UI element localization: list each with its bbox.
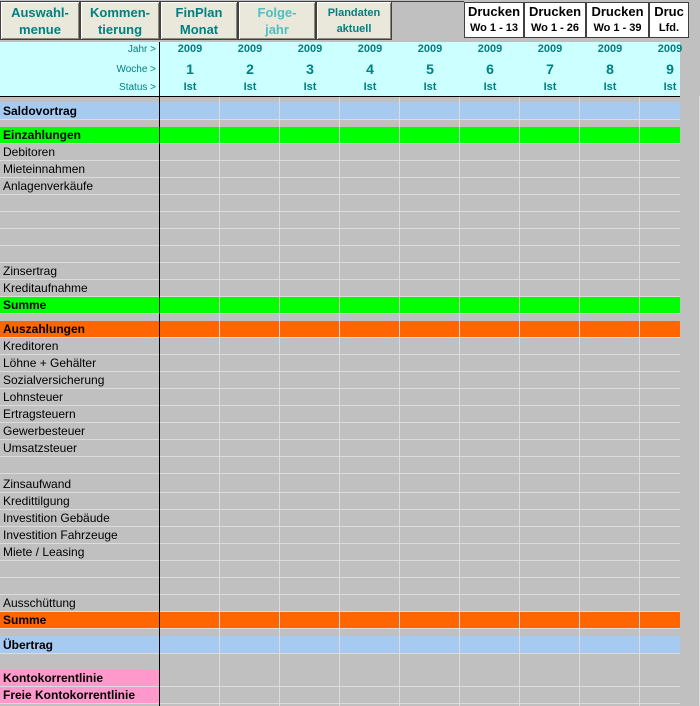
row-label: Debitoren	[3, 145, 56, 159]
grid-vline	[579, 96, 580, 706]
header-woche-col-9: 9	[666, 61, 674, 77]
table-row[interactable]	[0, 178, 680, 195]
grid-hline	[0, 492, 680, 493]
kommentierung-button-line1: Kommen-	[90, 4, 150, 20]
row-cells-fill	[160, 612, 680, 629]
table-row[interactable]	[0, 476, 680, 493]
grid-vline	[639, 96, 640, 706]
header-bottom-border	[0, 96, 680, 97]
row-label: Summe	[3, 613, 47, 627]
table-row[interactable]	[0, 280, 680, 297]
row-label: Summe	[3, 298, 47, 312]
header-status-col-1: Ist	[183, 81, 197, 93]
grid-hline	[0, 611, 680, 612]
table-row[interactable]	[0, 102, 680, 120]
table-row[interactable]	[0, 527, 680, 544]
auswahlmenue-button[interactable]	[0, 1, 80, 40]
grid-hline	[0, 577, 680, 578]
header-jahr-col-5: 2009	[417, 43, 443, 55]
header-woche-col-2: 2	[246, 61, 254, 77]
row-label: Einzahlungen	[3, 128, 81, 142]
table-row[interactable]	[0, 355, 680, 372]
table-row[interactable]	[0, 561, 680, 578]
grid-hline	[0, 354, 680, 355]
row-label: Zinsaufwand	[3, 477, 72, 491]
header-woche-col-4: 4	[366, 61, 374, 77]
table-row[interactable]	[0, 263, 680, 280]
grid-hline	[0, 211, 680, 212]
header-status-col-7: Ist	[543, 81, 557, 93]
table-row[interactable]	[0, 372, 680, 389]
row-label: Gewerbesteuer	[3, 424, 86, 438]
grid-hline	[0, 160, 680, 161]
grid-vline	[459, 96, 460, 706]
row-label: Kreditoren	[3, 339, 59, 353]
header-woche-col-1: 1	[186, 61, 194, 77]
kommentierung-button[interactable]	[80, 1, 160, 40]
table-row[interactable]	[0, 212, 680, 229]
finplan-monat-button[interactable]	[160, 1, 238, 40]
drucken-wo1-26-button[interactable]	[524, 2, 586, 38]
row-label: Miete / Leasing	[3, 545, 85, 559]
drucken-wo1-39-button[interactable]	[586, 2, 649, 38]
plandaten-aktuell-button-line2: aktuell	[336, 22, 372, 35]
folgejahr-button-line1: Folge-	[257, 4, 297, 20]
drucken-wo1-26-button-line2: Wo 1 - 26	[530, 22, 580, 34]
row-label: Zinsertrag	[3, 264, 58, 278]
grid-hline	[0, 594, 680, 595]
grid-hline	[0, 388, 680, 389]
grid-hline	[0, 245, 680, 246]
table-row[interactable]	[0, 161, 680, 178]
row-label: Kreditaufnahme	[3, 281, 88, 295]
status-label: Status >	[119, 82, 156, 93]
grid-hline	[0, 194, 680, 195]
row-label: Umsatzsteuer	[3, 441, 78, 455]
table-row[interactable]	[0, 195, 680, 212]
table-row[interactable]	[0, 127, 680, 144]
row-cells-fill	[160, 670, 680, 687]
row-label: Lohnsteuer	[3, 390, 64, 404]
header-status-col-9: Ist	[663, 81, 677, 93]
row-cells-fill	[160, 102, 680, 120]
finplan-monat-button-line2: Monat	[179, 21, 219, 37]
auswahlmenue-button-line2: menue	[19, 21, 61, 37]
grid-hline	[0, 119, 680, 120]
grid-hline	[0, 143, 680, 144]
grid-hline	[0, 628, 680, 629]
header-status-col-8: Ist	[603, 81, 617, 93]
grid-hline	[0, 439, 680, 440]
grid-hline	[0, 228, 680, 229]
grid-hline	[0, 473, 680, 474]
drucken-lfd-button[interactable]	[649, 2, 689, 38]
header-jahr-col-3: 2009	[297, 43, 323, 55]
header-status-col-3: Ist	[303, 81, 317, 93]
drucken-wo1-13-button-line1: Drucken	[467, 4, 521, 19]
grid-hline	[0, 296, 680, 297]
grid-hline	[0, 313, 680, 314]
grid-vline	[339, 96, 340, 706]
header-jahr-col-2: 2009	[237, 43, 263, 55]
header-jahr-col-1: 2009	[177, 43, 203, 55]
kommentierung-button-line2: tierung	[97, 21, 143, 37]
table-row[interactable]	[0, 493, 680, 510]
drucken-wo1-39-button-line1: Drucken	[591, 4, 644, 19]
grid-vline	[399, 96, 400, 706]
header-jahr-col-4: 2009	[357, 43, 383, 55]
table-row[interactable]	[0, 636, 680, 654]
header-jahr-col-8: 2009	[597, 43, 623, 55]
header-woche-col-8: 8	[606, 61, 614, 77]
table-row[interactable]	[0, 406, 680, 423]
grid-hline	[0, 543, 680, 544]
header-status-col-2: Ist	[243, 81, 257, 93]
table-row[interactable]	[0, 229, 680, 246]
plandaten-aktuell-button[interactable]	[316, 1, 392, 40]
table-row[interactable]	[0, 297, 680, 314]
grid-hline	[0, 262, 680, 263]
row-label: Kredittilgung	[3, 494, 70, 508]
table-row[interactable]	[0, 457, 680, 474]
header-status-col-6: Ist	[483, 81, 497, 93]
drucken-wo1-13-button[interactable]	[464, 2, 524, 38]
header-woche-col-6: 6	[486, 61, 494, 77]
folgejahr-button[interactable]	[238, 1, 316, 40]
drucken-wo1-26-button-line1: Drucken	[528, 4, 582, 19]
row-cells-fill	[160, 127, 680, 144]
table-row[interactable]	[0, 389, 680, 406]
plandaten-aktuell-button-line1: Plandaten	[327, 6, 381, 19]
row-label: Mieteinnahmen	[3, 162, 86, 176]
grid-hline	[0, 653, 680, 654]
row-label: Saldovortrag	[3, 104, 78, 118]
row-label: Anlagenverkäufe	[3, 179, 94, 193]
grid-hline	[0, 371, 680, 372]
toolbar-gap	[392, 1, 464, 40]
header-status-col-5: Ist	[423, 81, 437, 93]
header-jahr-col-6: 2009	[477, 43, 503, 55]
woche-label: Woche >	[116, 64, 156, 75]
row-label: Löhne + Gehälter	[3, 356, 97, 370]
header-jahr-col-7: 2009	[537, 43, 563, 55]
row-cells-fill	[160, 636, 680, 654]
grid-hline	[0, 405, 680, 406]
drucken-lfd-button-line2: Lfd.	[658, 22, 680, 34]
header-status-col-4: Ist	[363, 81, 377, 93]
grid-hline	[0, 560, 680, 561]
finplan-monat-button-line1: FinPlan	[175, 4, 223, 20]
drucken-lfd-button-line1: Druc	[654, 4, 684, 19]
header-jahr-col-9: 2009	[657, 43, 683, 55]
row-cells-fill	[160, 321, 680, 338]
row-label: Kontokorrentlinie	[3, 671, 104, 685]
grid-hline	[0, 456, 680, 457]
table-row[interactable]	[0, 423, 680, 440]
row-cells-fill	[160, 297, 680, 314]
table-row[interactable]	[0, 595, 680, 612]
drucken-wo1-39-button-line2: Wo 1 - 39	[593, 22, 642, 34]
drucken-wo1-13-button-line2: Wo 1 - 13	[469, 22, 519, 34]
grid-hline	[0, 177, 680, 178]
column-header-band	[0, 42, 683, 96]
label-column-divider	[159, 42, 160, 706]
table-row[interactable]	[0, 321, 680, 338]
table-row[interactable]	[0, 578, 680, 595]
grid-hline	[0, 509, 680, 510]
table-row[interactable]	[0, 440, 680, 457]
table-row[interactable]	[0, 338, 680, 355]
header-woche-col-3: 3	[306, 61, 314, 77]
row-label: Ertragsteuern	[3, 407, 76, 421]
table-row[interactable]	[0, 670, 680, 687]
row-label: Investition Fahrzeuge	[3, 528, 118, 542]
header-woche-col-5: 5	[426, 61, 434, 77]
grid-vline	[219, 96, 220, 706]
folgejahr-button-line2: jahr	[265, 21, 289, 37]
auswahlmenue-button-line1: Auswahl-	[11, 4, 69, 20]
table-row[interactable]	[0, 544, 680, 561]
table-row[interactable]	[0, 612, 680, 629]
row-label: Ausschüttung	[3, 596, 76, 610]
grid-hline	[0, 703, 680, 704]
header-woche-col-7: 7	[546, 61, 554, 77]
table-row[interactable]	[0, 246, 680, 263]
row-label: Investition Gebäude	[3, 511, 110, 525]
row-cells-fill	[160, 687, 680, 704]
jahr-label: Jahr >	[127, 44, 156, 55]
row-label: Freie Kontokorrentlinie	[3, 688, 136, 702]
row-label: Übertrag	[3, 638, 54, 652]
table-row[interactable]	[0, 144, 680, 161]
grid-hline	[0, 279, 680, 280]
grid-hline	[0, 526, 680, 527]
row-label: Auszahlungen	[3, 322, 86, 336]
grid-hline	[0, 337, 680, 338]
grid-hline	[0, 422, 680, 423]
grid-vline	[279, 96, 280, 706]
table-row[interactable]	[0, 510, 680, 527]
row-label: Sozialversicherung	[3, 373, 105, 387]
grid-vline	[519, 96, 520, 706]
grid-hline	[0, 686, 680, 687]
table-row[interactable]	[0, 687, 680, 704]
